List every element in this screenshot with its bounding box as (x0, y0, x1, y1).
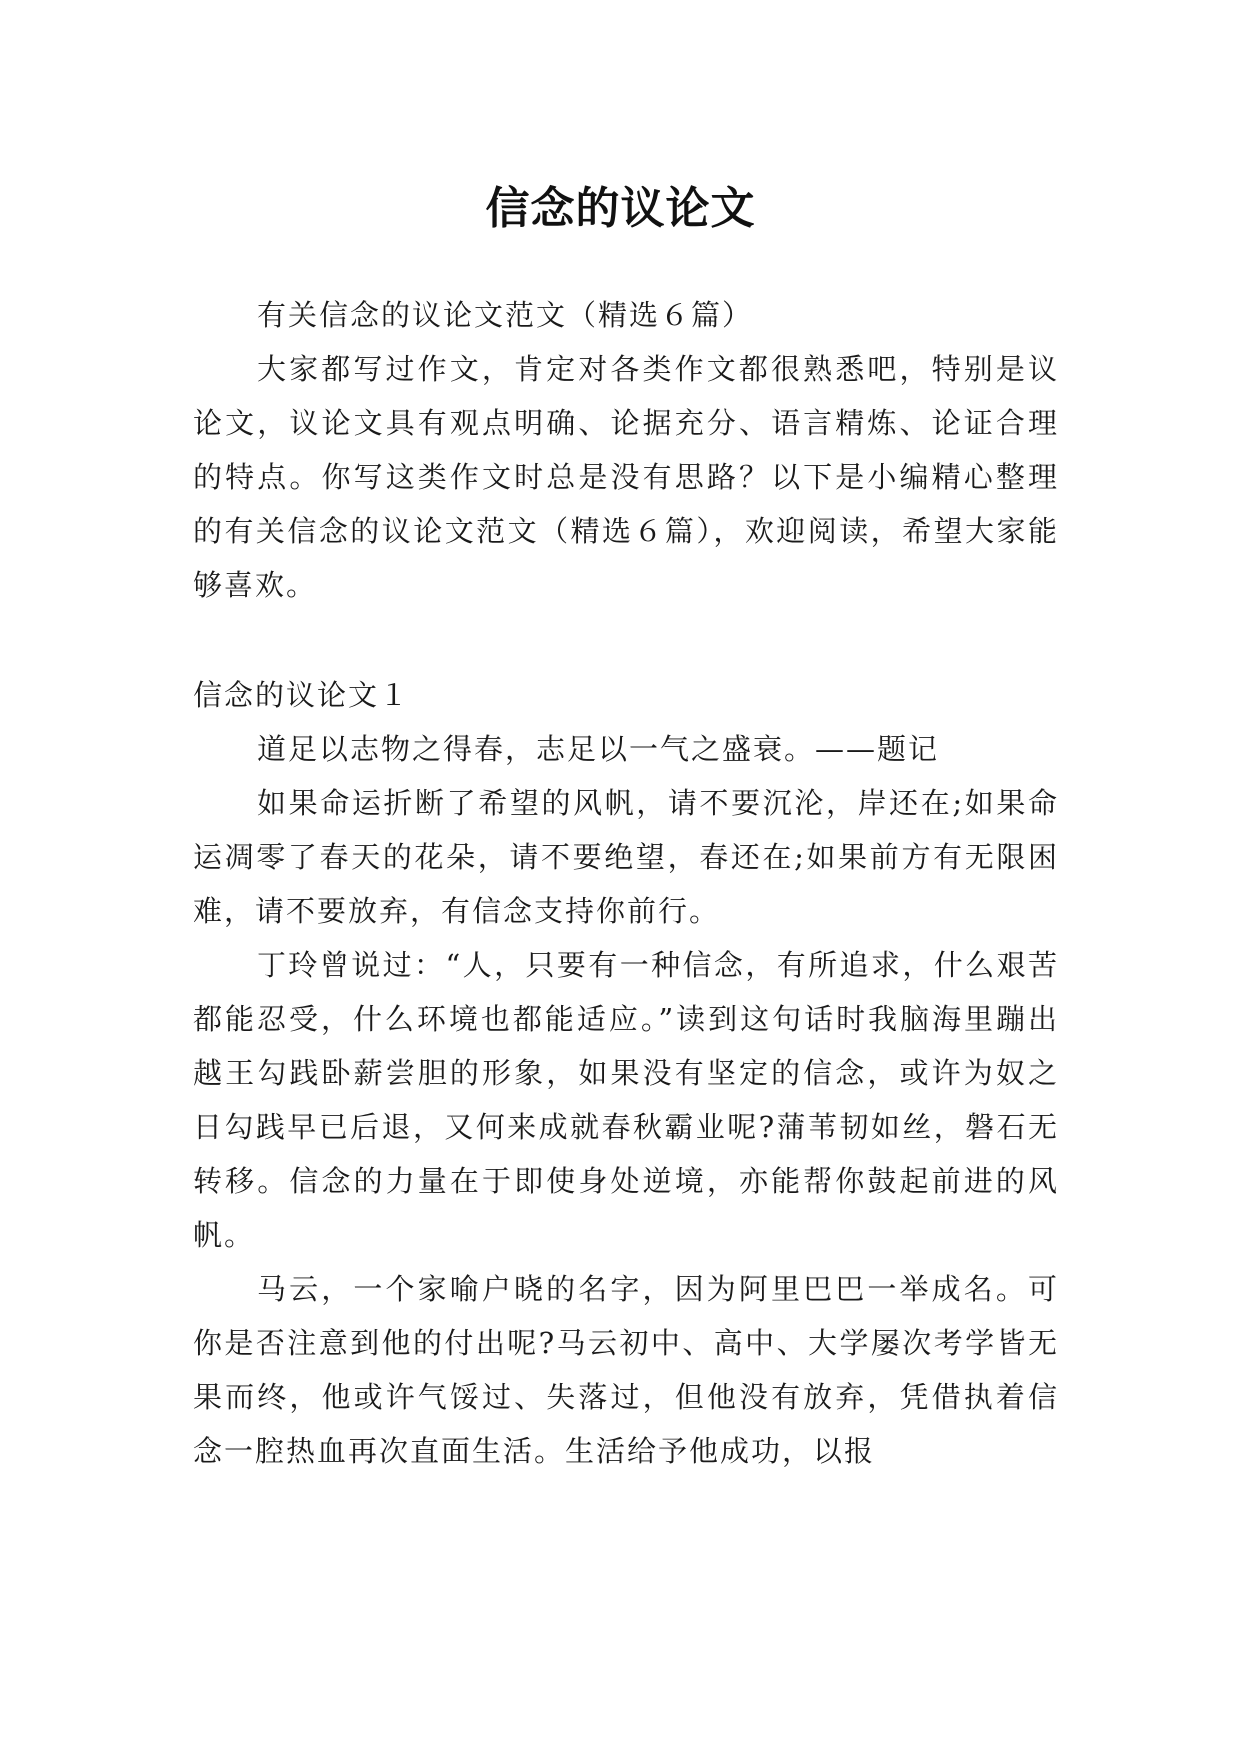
epigraph-paragraph: 道足以志物之得春，志足以一气之盛衰。——题记 (257, 732, 940, 766)
section-1 (193, 668, 1059, 1478)
document-body (193, 288, 1059, 1478)
document-title: 信念的议论文 (485, 183, 756, 235)
intro-paragraph: 大家都写过作文，肯定对各类作文都很熟悉吧，特别是议论文，议论文具有观点明确、论据充分、语言精炼、论证合理的特点。你写这类作文时总是没有思路？以下是小编精心整理的有关信念的议论文范文（精选６篇），欢迎阅读，希望大家能够喜欢。 (193, 352, 1059, 602)
section-heading: 信念的议论文１ (193, 678, 411, 712)
subtitle: 有关信念的议论文范文（精选６篇） (257, 298, 754, 332)
body-paragraph: 马云，一个家喻户晓的名字，因为阿里巴巴一举成名。可你是否注意到他的付出呢?马云初中、高中、大学屡次考学皆无果而终，他或许气馁过、失落过，但他没有放弃，凭借执着信念一腔热血再次直面生活。生活给予他成功，以报 (193, 1272, 1059, 1468)
body-paragraph: 丁玲曾说过：“人，只要有一种信念，有所追求，什么艰苦都能忍受，什么环境也都能适应。”读到这句话时我脑海里蹦出越王勾践卧薪尝胆的形象，如果没有坚定的信念，或许为奴之日勾践早已后退，又何来成就春秋霸业呢?蒲苇韧如丝，磐石无转移。信念的力量在于即使身处逆境，亦能帮你鼓起前进的风帆。 (193, 948, 1059, 1252)
body-paragraph: 如果命运折断了希望的风帆，请不要沉沦，岸还在;如果命运凋零了春天的花朵，请不要绝望，春还在;如果前方有无限困难，请不要放弃，有信念支持你前行。 (193, 786, 1059, 928)
